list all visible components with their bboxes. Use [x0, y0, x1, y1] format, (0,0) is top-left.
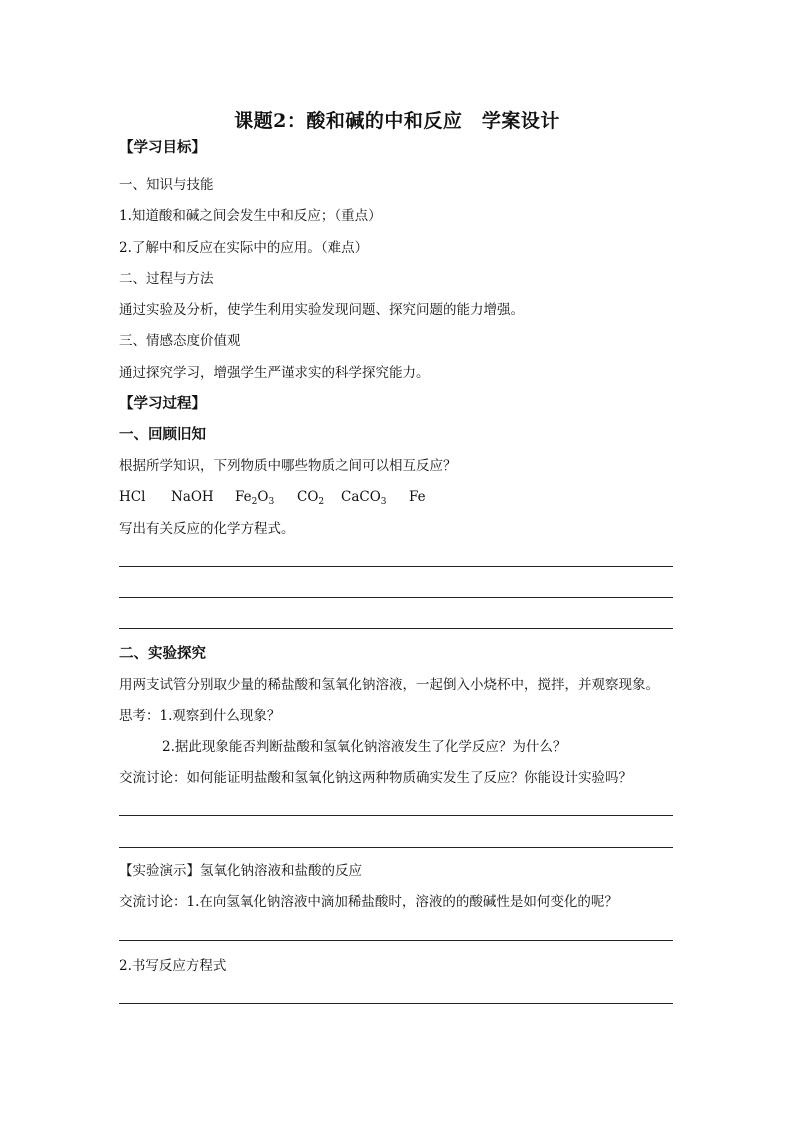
answer-line [119, 597, 673, 598]
demo-item-2: 2.书写反应方程式 [119, 958, 227, 974]
answer-line [119, 940, 673, 941]
formula-fe2o3: $Fe_2O_3$ [235, 489, 275, 507]
formula-naoh: NaOH [171, 489, 214, 505]
experiment-think-1: 思考：1.观察到什么现象？ [119, 708, 281, 724]
demo-heading: 【实验演示】氢氧化钠溶液和盐酸的反应 [119, 863, 362, 879]
goals-section-process: 二、过程与方法 [119, 271, 214, 287]
learning-goals-heading: 【学习目标】 [119, 139, 206, 156]
answer-line [119, 1003, 673, 1004]
demo-discussion-1: 交流讨论：1.在向氢氧化钠溶液中滴加稀盐酸时，溶液的的酸碱性是如何变化的呢？ [119, 894, 618, 910]
goals-item-2: 2.了解中和反应在实际中的应用。（难点） [119, 240, 369, 256]
review-heading: 一、回顾旧知 [119, 426, 206, 443]
answer-line [119, 847, 673, 848]
goals-process-text: 通过实验及分析，使学生利用实验发现问题、探究问题的能力增强。 [119, 302, 524, 318]
answer-line [119, 628, 673, 629]
learning-process-heading: 【学习过程】 [119, 395, 206, 412]
goals-attitude-text: 通过探究学习，增强学生严谨求实的科学探究能力。 [119, 365, 430, 381]
review-instruction: 写出有关反应的化学方程式。 [119, 521, 295, 537]
formula-fe: Fe [409, 489, 426, 505]
review-question: 根据所学知识，下列物质中哪些物质之间可以相互反应？ [119, 458, 457, 474]
experiment-discussion: 交流讨论：如何能证明盐酸和氢氧化钠这两种物质确实发生了反应？你能设计实验吗？ [119, 770, 632, 786]
goals-section-knowledge: 一、知识与技能 [119, 177, 214, 193]
formula-hcl: HCl [119, 489, 146, 505]
formula-co2: $CO_2$ [297, 489, 325, 507]
page-title: 课题2：酸和碱的中和反应 学案设计 [234, 110, 560, 132]
experiment-think-2: 2.据此现象能否判断盐酸和氢氧化钠溶液发生了化学反应？为什么？ [162, 739, 567, 755]
goals-section-attitude: 三、情感态度价值观 [119, 333, 241, 349]
answer-line [119, 815, 673, 816]
answer-line [119, 566, 673, 567]
goals-item-1: 1.知道酸和碱之间会发生中和反应；（重点） [119, 208, 382, 224]
formula-caco3: CaCO$_3$ [341, 489, 387, 507]
experiment-heading: 二、实验探究 [119, 645, 206, 662]
experiment-procedure: 用两支试管分别取少量的稀盐酸和氢氧化钠溶液，一起倒入小烧杯中，搅拌，并观察现象。 [119, 677, 659, 693]
